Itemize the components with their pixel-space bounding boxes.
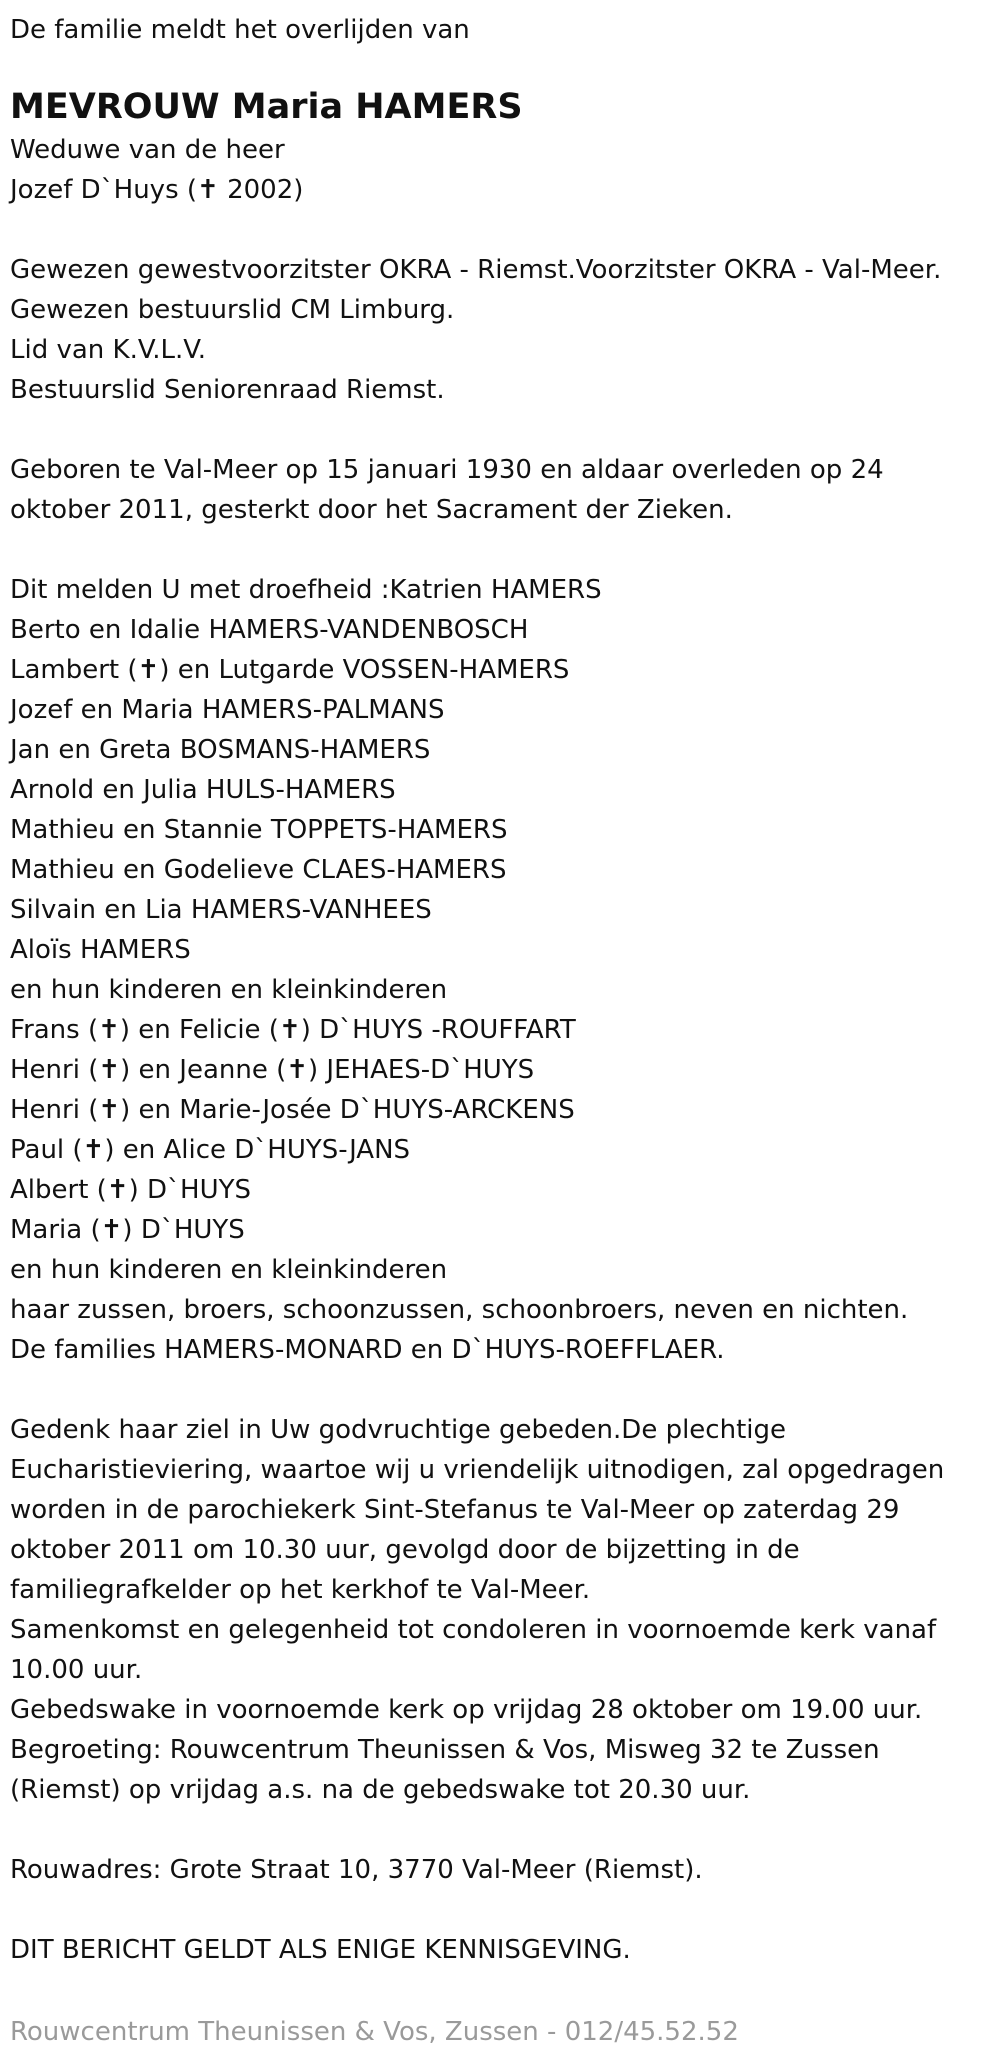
- family-line: Lambert (✝) en Lutgarde VOSSEN-HAMERS: [10, 655, 570, 685]
- service-line: 10.00 uur.: [10, 1655, 143, 1685]
- widow-line: Jozef D`Huys (✝ 2002): [10, 175, 304, 205]
- family-line: Henri (✝) en Jeanne (✝) JEHAES-D`HUYS: [10, 1055, 535, 1085]
- service-block: [10, 1410, 990, 1810]
- roles-block: [10, 250, 990, 410]
- spacer: [10, 410, 990, 450]
- service-line: familiegrafkelder op het kerkhof te Val-Meer.: [10, 1575, 591, 1605]
- family-line: Arnold en Julia HULS-HAMERS: [10, 775, 396, 805]
- family-line: Berto en Idalie HAMERS-VANDENBOSCH: [10, 615, 529, 645]
- family-line: Henri (✝) en Marie-Josée D`HUYS-ARCKENS: [10, 1095, 575, 1125]
- role-line: Gewezen gewestvoorzitster OKRA - Riemst.Voorzitster OKRA - Val-Meer.: [10, 255, 942, 285]
- family-line: Albert (✝) D`HUYS: [10, 1175, 251, 1205]
- role-line: Lid van K.V.L.V.: [10, 335, 207, 365]
- family-line: Maria (✝) D`HUYS: [10, 1215, 245, 1245]
- birth-death-line: oktober 2011, gesterkt door het Sacrament der Zieken.: [10, 495, 733, 525]
- service-line: Samenkomst en gelegenheid tot condoleren in voornoemde kerk vanaf: [10, 1615, 937, 1645]
- funeral-home-footer: Rouwcentrum Theunissen & Vos, Zussen - 012/45.52.52: [10, 2017, 739, 2047]
- family-line: Aloïs HAMERS: [10, 935, 191, 965]
- spacer: [10, 530, 990, 570]
- service-line: Begroeting: Rouwcentrum Theunissen & Vos, Misweg 32 te Zussen: [10, 1735, 880, 1765]
- intro-line: De familie meldt het overlijden van: [10, 15, 470, 45]
- family-line: en hun kinderen en kleinkinderen: [10, 975, 448, 1005]
- spacer: [10, 1810, 990, 1850]
- family-line: en hun kinderen en kleinkinderen: [10, 1255, 448, 1285]
- service-line: Gebedswake in voornoemde kerk op vrijdag 28 oktober om 19.00 uur.: [10, 1695, 923, 1725]
- widow-line: Weduwe van de heer: [10, 135, 285, 165]
- service-line: oktober 2011 om 10.30 uur, gevolgd door de bijzetting in de: [10, 1535, 800, 1565]
- family-line: Mathieu en Godelieve CLAES-HAMERS: [10, 855, 507, 885]
- birth-death-block: [10, 450, 990, 530]
- service-line: Eucharistieviering, waartoe wij u vriendelijk uitnodigen, zal opgedragen: [10, 1455, 945, 1485]
- widow-block: [10, 130, 990, 210]
- service-line: (Riemst) op vrijdag a.s. na de gebedswake tot 20.30 uur.: [10, 1775, 751, 1805]
- family-line: Dit melden U met droefheid :Katrien HAMERS: [10, 575, 602, 605]
- family-line: Frans (✝) en Felicie (✝) D`HUYS -ROUFFART: [10, 1015, 576, 1045]
- family-line: Jozef en Maria HAMERS-PALMANS: [10, 695, 445, 725]
- spacer: [10, 1370, 990, 1410]
- family-line: Jan en Greta BOSMANS-HAMERS: [10, 735, 431, 765]
- spacer: [10, 1890, 990, 1930]
- family-line: De families HAMERS-MONARD en D`HUYS-ROEFFLAER.: [10, 1335, 725, 1365]
- birth-death-line: Geboren te Val-Meer op 15 januari 1930 en aldaar overleden op 24: [10, 455, 884, 485]
- spacer: [10, 210, 990, 250]
- role-line: Gewezen bestuurslid CM Limburg.: [10, 295, 455, 325]
- deceased-name: MEVROUW Maria HAMERS: [10, 87, 523, 127]
- service-line: worden in de parochiekerk Sint-Stefanus te Val-Meer op zaterdag 29: [10, 1495, 900, 1525]
- family-block: [10, 570, 990, 1370]
- family-line: Silvain en Lia HAMERS-VANHEES: [10, 895, 432, 925]
- closing-statement: DIT BERICHT GELDT ALS ENIGE KENNISGEVING.: [10, 1935, 631, 1965]
- family-line: Mathieu en Stannie TOPPETS-HAMERS: [10, 815, 508, 845]
- mourning-address: Rouwadres: Grote Straat 10, 3770 Val-Meer (Riemst).: [10, 1855, 703, 1885]
- death-notice: [10, 10, 990, 1970]
- family-line: Paul (✝) en Alice D`HUYS-JANS: [10, 1135, 411, 1165]
- service-line: Gedenk haar ziel in Uw godvruchtige gebeden.De plechtige: [10, 1415, 786, 1445]
- family-line: haar zussen, broers, schoonzussen, schoonbroers, neven en nichten.: [10, 1295, 909, 1325]
- role-line: Bestuurslid Seniorenraad Riemst.: [10, 375, 445, 405]
